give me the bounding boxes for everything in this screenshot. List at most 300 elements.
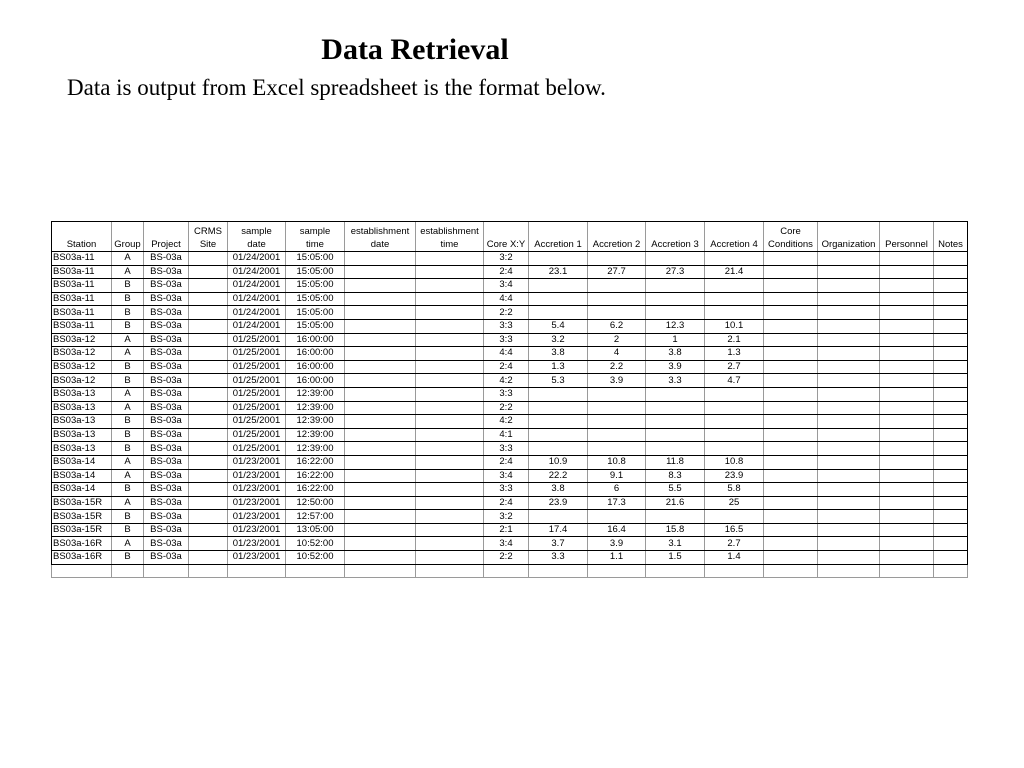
table-cell[interactable]: BS-03a xyxy=(144,401,189,415)
table-cell[interactable]: 10.8 xyxy=(588,455,646,469)
table-cell[interactable] xyxy=(189,442,228,456)
empty-table-cell[interactable] xyxy=(286,564,345,577)
table-cell[interactable] xyxy=(646,306,705,320)
table-cell[interactable] xyxy=(646,415,705,429)
table-cell[interactable] xyxy=(416,537,484,551)
table-cell[interactable] xyxy=(345,428,416,442)
table-cell[interactable]: 9.1 xyxy=(588,469,646,483)
table-cell[interactable] xyxy=(416,483,484,497)
table-cell[interactable]: 01/25/2001 xyxy=(228,374,286,388)
table-cell[interactable]: 16:00:00 xyxy=(286,347,345,361)
table-cell[interactable]: 3:2 xyxy=(484,510,529,524)
table-cell[interactable]: BS03a-15R xyxy=(52,523,112,537)
table-cell[interactable]: 01/24/2001 xyxy=(228,265,286,279)
table-cell[interactable] xyxy=(880,306,934,320)
table-cell[interactable]: 15:05:00 xyxy=(286,306,345,320)
table-cell[interactable]: A xyxy=(112,537,144,551)
table-cell[interactable] xyxy=(345,551,416,565)
table-cell[interactable] xyxy=(764,319,818,333)
table-cell[interactable]: B xyxy=(112,523,144,537)
table-cell[interactable] xyxy=(764,374,818,388)
table-cell[interactable] xyxy=(934,537,968,551)
table-cell[interactable]: 01/23/2001 xyxy=(228,537,286,551)
table-cell[interactable] xyxy=(345,496,416,510)
table-cell[interactable]: 4:4 xyxy=(484,347,529,361)
table-cell[interactable]: 01/23/2001 xyxy=(228,496,286,510)
table-cell[interactable] xyxy=(880,442,934,456)
table-cell[interactable] xyxy=(880,537,934,551)
table-cell[interactable] xyxy=(705,442,764,456)
table-cell[interactable] xyxy=(934,428,968,442)
table-cell[interactable]: 2.1 xyxy=(705,333,764,347)
column-header[interactable] xyxy=(52,222,112,252)
table-cell[interactable] xyxy=(880,347,934,361)
table-cell[interactable]: 12:39:00 xyxy=(286,442,345,456)
table-cell[interactable]: BS03a-12 xyxy=(52,333,112,347)
table-cell[interactable] xyxy=(934,374,968,388)
table-cell[interactable] xyxy=(189,252,228,266)
table-cell[interactable]: B xyxy=(112,442,144,456)
table-cell[interactable] xyxy=(345,415,416,429)
table-cell[interactable]: BS03a-13 xyxy=(52,401,112,415)
table-cell[interactable]: 27.3 xyxy=(646,265,705,279)
table-cell[interactable]: BS-03a xyxy=(144,442,189,456)
table-cell[interactable]: 4:1 xyxy=(484,428,529,442)
table-cell[interactable]: A xyxy=(112,455,144,469)
table-cell[interactable]: BS-03a xyxy=(144,306,189,320)
table-cell[interactable]: 3:3 xyxy=(484,319,529,333)
table-cell[interactable]: 10:52:00 xyxy=(286,537,345,551)
table-cell[interactable] xyxy=(529,415,588,429)
table-cell[interactable] xyxy=(189,360,228,374)
table-cell[interactable]: BS-03a xyxy=(144,279,189,293)
table-cell[interactable]: A xyxy=(112,469,144,483)
table-cell[interactable] xyxy=(705,387,764,401)
table-cell[interactable] xyxy=(189,374,228,388)
table-cell[interactable] xyxy=(818,523,880,537)
table-cell[interactable] xyxy=(934,455,968,469)
table-cell[interactable] xyxy=(189,415,228,429)
table-cell[interactable]: 5.5 xyxy=(646,483,705,497)
table-cell[interactable] xyxy=(189,455,228,469)
table-cell[interactable] xyxy=(189,537,228,551)
column-header[interactable] xyxy=(880,222,934,252)
table-cell[interactable]: 2.7 xyxy=(705,537,764,551)
table-cell[interactable]: B xyxy=(112,510,144,524)
column-header[interactable] xyxy=(112,222,144,252)
table-cell[interactable] xyxy=(934,319,968,333)
table-cell[interactable] xyxy=(588,510,646,524)
table-cell[interactable] xyxy=(818,319,880,333)
table-cell[interactable] xyxy=(416,360,484,374)
table-cell[interactable] xyxy=(416,265,484,279)
empty-table-cell[interactable] xyxy=(52,564,112,577)
table-cell[interactable] xyxy=(880,469,934,483)
table-cell[interactable]: 2:1 xyxy=(484,523,529,537)
table-cell[interactable] xyxy=(646,387,705,401)
table-cell[interactable]: 3:3 xyxy=(484,387,529,401)
table-cell[interactable] xyxy=(818,279,880,293)
table-cell[interactable] xyxy=(818,483,880,497)
table-cell[interactable] xyxy=(416,306,484,320)
table-cell[interactable] xyxy=(934,510,968,524)
table-cell[interactable] xyxy=(880,455,934,469)
table-cell[interactable] xyxy=(705,428,764,442)
table-cell[interactable] xyxy=(880,496,934,510)
table-cell[interactable] xyxy=(529,306,588,320)
table-cell[interactable] xyxy=(416,292,484,306)
table-cell[interactable] xyxy=(934,360,968,374)
table-cell[interactable]: BS-03a xyxy=(144,551,189,565)
table-cell[interactable]: 21.6 xyxy=(646,496,705,510)
table-cell[interactable]: BS-03a xyxy=(144,292,189,306)
table-cell[interactable] xyxy=(416,319,484,333)
table-cell[interactable] xyxy=(818,455,880,469)
table-cell[interactable] xyxy=(345,537,416,551)
table-cell[interactable]: BS03a-12 xyxy=(52,360,112,374)
table-cell[interactable]: 01/25/2001 xyxy=(228,360,286,374)
table-cell[interactable] xyxy=(934,551,968,565)
table-cell[interactable]: 12:39:00 xyxy=(286,415,345,429)
table-cell[interactable] xyxy=(416,551,484,565)
table-cell[interactable]: 15:05:00 xyxy=(286,279,345,293)
table-cell[interactable]: 4:4 xyxy=(484,292,529,306)
table-cell[interactable]: 5.8 xyxy=(705,483,764,497)
table-cell[interactable]: 4:2 xyxy=(484,374,529,388)
column-header[interactable] xyxy=(818,222,880,252)
empty-table-cell[interactable] xyxy=(934,564,968,577)
table-cell[interactable]: 16:00:00 xyxy=(286,360,345,374)
table-cell[interactable]: BS03a-11 xyxy=(52,292,112,306)
table-cell[interactable]: 8.3 xyxy=(646,469,705,483)
table-cell[interactable] xyxy=(764,265,818,279)
table-cell[interactable]: 15:05:00 xyxy=(286,265,345,279)
table-cell[interactable] xyxy=(416,523,484,537)
table-cell[interactable]: BS-03a xyxy=(144,374,189,388)
table-cell[interactable] xyxy=(416,333,484,347)
table-cell[interactable] xyxy=(934,333,968,347)
table-cell[interactable] xyxy=(345,523,416,537)
table-cell[interactable] xyxy=(189,333,228,347)
table-cell[interactable] xyxy=(818,292,880,306)
table-cell[interactable] xyxy=(880,510,934,524)
table-cell[interactable] xyxy=(588,292,646,306)
table-cell[interactable] xyxy=(416,401,484,415)
table-cell[interactable] xyxy=(818,265,880,279)
table-cell[interactable] xyxy=(880,551,934,565)
table-cell[interactable] xyxy=(345,455,416,469)
table-cell[interactable] xyxy=(416,252,484,266)
table-cell[interactable]: BS03a-15R xyxy=(52,496,112,510)
table-cell[interactable]: 01/24/2001 xyxy=(228,292,286,306)
table-cell[interactable]: 2.2 xyxy=(588,360,646,374)
table-cell[interactable] xyxy=(416,415,484,429)
table-cell[interactable]: BS-03a xyxy=(144,496,189,510)
table-cell[interactable] xyxy=(705,401,764,415)
table-cell[interactable] xyxy=(416,347,484,361)
table-cell[interactable]: 11.8 xyxy=(646,455,705,469)
table-cell[interactable]: 4 xyxy=(588,347,646,361)
table-cell[interactable] xyxy=(764,279,818,293)
table-cell[interactable] xyxy=(646,442,705,456)
table-cell[interactable]: 12:39:00 xyxy=(286,387,345,401)
table-cell[interactable]: B xyxy=(112,374,144,388)
empty-table-cell[interactable] xyxy=(880,564,934,577)
table-cell[interactable] xyxy=(189,523,228,537)
table-cell[interactable] xyxy=(588,279,646,293)
table-cell[interactable] xyxy=(818,374,880,388)
table-cell[interactable]: BS-03a xyxy=(144,319,189,333)
table-cell[interactable] xyxy=(818,551,880,565)
table-cell[interactable] xyxy=(934,469,968,483)
table-cell[interactable] xyxy=(705,279,764,293)
table-cell[interactable] xyxy=(189,319,228,333)
table-cell[interactable]: 3:4 xyxy=(484,279,529,293)
table-cell[interactable] xyxy=(818,252,880,266)
table-cell[interactable] xyxy=(529,279,588,293)
table-cell[interactable]: 15:05:00 xyxy=(286,292,345,306)
table-cell[interactable]: 3:4 xyxy=(484,537,529,551)
table-cell[interactable] xyxy=(764,347,818,361)
table-cell[interactable] xyxy=(189,483,228,497)
table-cell[interactable] xyxy=(416,387,484,401)
table-cell[interactable] xyxy=(345,401,416,415)
table-cell[interactable]: 3.8 xyxy=(529,483,588,497)
table-cell[interactable]: 16:22:00 xyxy=(286,455,345,469)
column-header[interactable] xyxy=(286,222,345,252)
table-cell[interactable]: 2:4 xyxy=(484,360,529,374)
table-cell[interactable] xyxy=(189,496,228,510)
table-cell[interactable]: 2:4 xyxy=(484,496,529,510)
table-cell[interactable] xyxy=(588,387,646,401)
table-cell[interactable]: 1.4 xyxy=(705,551,764,565)
table-cell[interactable] xyxy=(880,428,934,442)
empty-table-cell[interactable] xyxy=(588,564,646,577)
table-cell[interactable]: 12:39:00 xyxy=(286,401,345,415)
table-cell[interactable]: 16:00:00 xyxy=(286,374,345,388)
table-cell[interactable] xyxy=(529,401,588,415)
table-cell[interactable] xyxy=(189,292,228,306)
table-cell[interactable]: 22.2 xyxy=(529,469,588,483)
table-cell[interactable]: BS-03a xyxy=(144,415,189,429)
table-cell[interactable] xyxy=(880,523,934,537)
table-cell[interactable]: 10.8 xyxy=(705,455,764,469)
table-cell[interactable] xyxy=(934,442,968,456)
table-cell[interactable]: 01/23/2001 xyxy=(228,455,286,469)
table-cell[interactable]: 3.9 xyxy=(588,374,646,388)
table-cell[interactable] xyxy=(764,483,818,497)
table-cell[interactable]: 16:00:00 xyxy=(286,333,345,347)
table-cell[interactable] xyxy=(764,252,818,266)
table-cell[interactable]: 3.9 xyxy=(588,537,646,551)
column-header[interactable] xyxy=(646,222,705,252)
table-cell[interactable]: 3:3 xyxy=(484,483,529,497)
table-cell[interactable]: 27.7 xyxy=(588,265,646,279)
empty-table-cell[interactable] xyxy=(228,564,286,577)
empty-table-cell[interactable] xyxy=(529,564,588,577)
table-cell[interactable]: A xyxy=(112,387,144,401)
table-cell[interactable]: A xyxy=(112,265,144,279)
table-cell[interactable] xyxy=(189,387,228,401)
table-cell[interactable]: BS03a-13 xyxy=(52,442,112,456)
table-cell[interactable] xyxy=(646,510,705,524)
table-cell[interactable]: 10:52:00 xyxy=(286,551,345,565)
table-cell[interactable]: 16.5 xyxy=(705,523,764,537)
table-cell[interactable] xyxy=(818,428,880,442)
table-cell[interactable] xyxy=(345,360,416,374)
table-cell[interactable]: BS03a-11 xyxy=(52,319,112,333)
table-cell[interactable] xyxy=(764,551,818,565)
table-cell[interactable]: BS03a-11 xyxy=(52,279,112,293)
table-cell[interactable]: 12:57:00 xyxy=(286,510,345,524)
table-cell[interactable] xyxy=(416,455,484,469)
table-cell[interactable] xyxy=(189,306,228,320)
table-cell[interactable]: 01/23/2001 xyxy=(228,469,286,483)
table-cell[interactable] xyxy=(345,292,416,306)
table-cell[interactable]: 3:3 xyxy=(484,442,529,456)
table-cell[interactable] xyxy=(705,292,764,306)
table-cell[interactable]: 2:4 xyxy=(484,455,529,469)
table-cell[interactable]: 1.5 xyxy=(646,551,705,565)
table-cell[interactable] xyxy=(416,374,484,388)
table-cell[interactable]: 17.3 xyxy=(588,496,646,510)
table-cell[interactable]: BS03a-12 xyxy=(52,374,112,388)
table-cell[interactable] xyxy=(818,469,880,483)
table-cell[interactable]: 01/25/2001 xyxy=(228,387,286,401)
table-cell[interactable]: 12:39:00 xyxy=(286,428,345,442)
table-cell[interactable]: 2 xyxy=(588,333,646,347)
table-cell[interactable]: 3.7 xyxy=(529,537,588,551)
table-cell[interactable]: A xyxy=(112,333,144,347)
table-cell[interactable]: 01/23/2001 xyxy=(228,510,286,524)
table-cell[interactable]: 5.4 xyxy=(529,319,588,333)
table-cell[interactable] xyxy=(345,279,416,293)
table-cell[interactable] xyxy=(646,279,705,293)
table-cell[interactable] xyxy=(934,252,968,266)
table-cell[interactable]: 3:2 xyxy=(484,252,529,266)
table-cell[interactable]: 1 xyxy=(646,333,705,347)
table-cell[interactable]: 4.7 xyxy=(705,374,764,388)
table-cell[interactable] xyxy=(934,292,968,306)
table-cell[interactable]: 01/24/2001 xyxy=(228,252,286,266)
table-cell[interactable]: A xyxy=(112,347,144,361)
table-cell[interactable] xyxy=(345,306,416,320)
table-cell[interactable]: 21.4 xyxy=(705,265,764,279)
table-cell[interactable] xyxy=(705,252,764,266)
table-cell[interactable]: 23.9 xyxy=(529,496,588,510)
table-cell[interactable]: BS03a-11 xyxy=(52,252,112,266)
table-cell[interactable] xyxy=(705,415,764,429)
table-cell[interactable] xyxy=(818,415,880,429)
table-cell[interactable]: 23.1 xyxy=(529,265,588,279)
table-cell[interactable]: 6.2 xyxy=(588,319,646,333)
empty-table-cell[interactable] xyxy=(764,564,818,577)
table-cell[interactable] xyxy=(880,483,934,497)
table-cell[interactable]: 2.7 xyxy=(705,360,764,374)
column-header[interactable] xyxy=(484,222,529,252)
table-cell[interactable]: 23.9 xyxy=(705,469,764,483)
table-cell[interactable]: BS-03a xyxy=(144,347,189,361)
table-cell[interactable] xyxy=(764,292,818,306)
table-cell[interactable]: 17.4 xyxy=(529,523,588,537)
table-cell[interactable]: B xyxy=(112,319,144,333)
empty-table-cell[interactable] xyxy=(416,564,484,577)
table-cell[interactable] xyxy=(764,333,818,347)
table-cell[interactable] xyxy=(345,483,416,497)
table-cell[interactable] xyxy=(818,496,880,510)
table-cell[interactable] xyxy=(588,428,646,442)
table-cell[interactable]: BS-03a xyxy=(144,483,189,497)
empty-table-cell[interactable] xyxy=(112,564,144,577)
table-cell[interactable] xyxy=(880,265,934,279)
table-cell[interactable]: BS-03a xyxy=(144,428,189,442)
table-cell[interactable]: B xyxy=(112,279,144,293)
table-cell[interactable] xyxy=(529,510,588,524)
table-cell[interactable]: B xyxy=(112,428,144,442)
table-cell[interactable]: B xyxy=(112,360,144,374)
table-cell[interactable] xyxy=(646,292,705,306)
table-cell[interactable] xyxy=(818,387,880,401)
table-cell[interactable]: B xyxy=(112,551,144,565)
table-cell[interactable] xyxy=(818,347,880,361)
table-cell[interactable] xyxy=(764,306,818,320)
table-cell[interactable]: 01/24/2001 xyxy=(228,319,286,333)
table-cell[interactable] xyxy=(934,401,968,415)
table-cell[interactable] xyxy=(345,469,416,483)
column-header[interactable] xyxy=(416,222,484,252)
table-cell[interactable] xyxy=(416,469,484,483)
table-cell[interactable] xyxy=(189,265,228,279)
table-cell[interactable] xyxy=(189,510,228,524)
table-cell[interactable] xyxy=(934,387,968,401)
table-cell[interactable] xyxy=(764,523,818,537)
table-cell[interactable]: 01/25/2001 xyxy=(228,347,286,361)
table-cell[interactable] xyxy=(880,374,934,388)
table-cell[interactable]: BS-03a xyxy=(144,469,189,483)
column-header[interactable] xyxy=(705,222,764,252)
table-cell[interactable]: BS03a-11 xyxy=(52,306,112,320)
table-cell[interactable]: 01/24/2001 xyxy=(228,279,286,293)
table-cell[interactable]: 6 xyxy=(588,483,646,497)
table-cell[interactable] xyxy=(764,496,818,510)
table-cell[interactable] xyxy=(880,333,934,347)
empty-table-cell[interactable] xyxy=(144,564,189,577)
table-cell[interactable]: 1.3 xyxy=(529,360,588,374)
column-header[interactable] xyxy=(189,222,228,252)
table-cell[interactable] xyxy=(880,387,934,401)
table-cell[interactable] xyxy=(529,252,588,266)
table-cell[interactable]: 15:05:00 xyxy=(286,319,345,333)
table-cell[interactable] xyxy=(880,319,934,333)
column-header[interactable] xyxy=(934,222,968,252)
table-cell[interactable] xyxy=(529,442,588,456)
table-cell[interactable] xyxy=(764,510,818,524)
table-cell[interactable]: 3.3 xyxy=(529,551,588,565)
table-cell[interactable] xyxy=(934,279,968,293)
table-cell[interactable]: 13:05:00 xyxy=(286,523,345,537)
table-cell[interactable] xyxy=(189,401,228,415)
table-cell[interactable] xyxy=(529,428,588,442)
column-header[interactable] xyxy=(529,222,588,252)
table-cell[interactable]: 3.8 xyxy=(646,347,705,361)
table-cell[interactable]: BS03a-13 xyxy=(52,428,112,442)
table-cell[interactable] xyxy=(880,252,934,266)
table-cell[interactable] xyxy=(529,292,588,306)
table-cell[interactable]: 3.3 xyxy=(646,374,705,388)
table-cell[interactable]: 3.1 xyxy=(646,537,705,551)
table-cell[interactable] xyxy=(588,442,646,456)
table-cell[interactable] xyxy=(189,469,228,483)
